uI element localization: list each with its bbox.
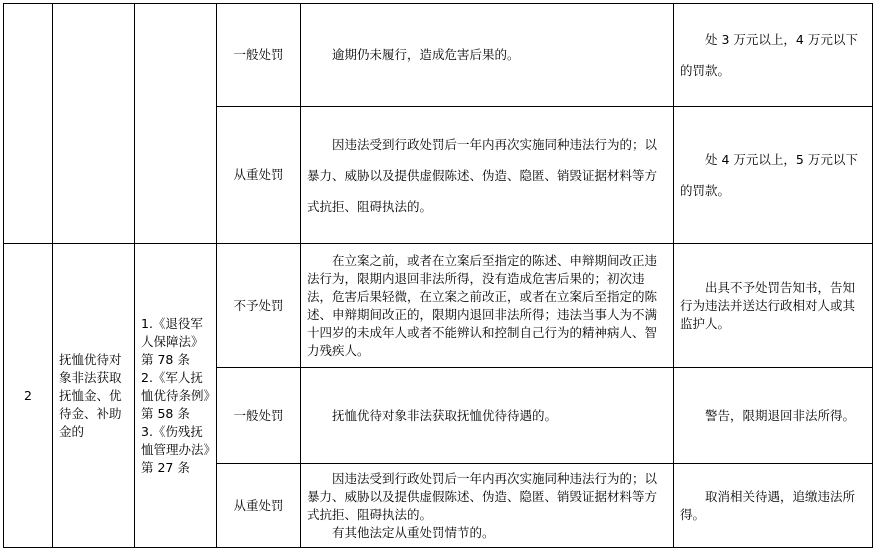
penalty-type-cell: 从重处罚 (217, 107, 301, 244)
penalty-result-cell (674, 4, 873, 107)
circumstance-text: 逾期仍未履行，造成危害后果的。 (332, 47, 520, 62)
penalty-standard-table (3, 3, 873, 548)
circumstance-text: 抚恤优待对象非法获取抚恤优待待遇的。 (332, 407, 558, 423)
circumstance-text-extra: 有其他法定从重处罚情节的。 (332, 524, 495, 540)
violation-name-cell (53, 4, 135, 244)
legal-basis-cell (135, 244, 217, 548)
legal-basis-item: 2.《军人抚恤优待条例》第 58 条 (141, 369, 210, 421)
penalty-result-cell (674, 244, 873, 368)
table-row (4, 244, 873, 368)
penalty-type-cell: 一般处罚 (217, 368, 301, 464)
penalty-result-text: 取消相关待遇，追缴违法所得。 (680, 488, 856, 522)
penalty-result-cell (674, 464, 873, 548)
legal-basis-cell (135, 4, 217, 244)
penalty-result-text: 出具不予处罚告知书，告知行为违法并送达行政相对人或其监护人。 (680, 279, 856, 331)
penalty-result-text: 处 4 万元以上，5 万元以下的罚款。 (680, 152, 858, 198)
circumstance-text: 因违法受到行政处罚后一年内再次实施同种违法行为的；以暴力、威胁以及提供虚假陈述、伪造、隐匿、销毁证据材料等方式抗拒、阻碍执法的。 (307, 136, 658, 214)
penalty-result-text: 处 3 万元以上，4 万元以下的罚款。 (680, 32, 858, 78)
circumstance-text: 因违法受到行政处罚后一年内再次实施同种违法行为的；以暴力、威胁以及提供虚假陈述、伪造、隐匿、销毁证据材料等方式抗拒、阻碍执法的。 (307, 470, 658, 522)
legal-basis-item: 3.《伤残抚恤管理办法》第 27 条 (141, 423, 210, 475)
table-row (4, 4, 873, 107)
legal-basis-item: 1.《退役军人保障法》第 78 条 (141, 315, 204, 367)
penalty-type-cell: 从重处罚 (217, 464, 301, 548)
circumstance-cell (301, 4, 674, 107)
circumstance-text: 在立案之前，或者在立案后至指定的陈述、申辩期间改正违法行为，限期内退回非法所得，没有造成危害后果的；初次违法，危害后果轻微，在立案之前改正，或者在立案后至指定的陈述、申辩期间改正的，限期内退回非法所得；违法当事人为不满十四岁的未成年人或者不能辨认和控制自己行为的精神病人、智力残疾人。 (307, 252, 658, 358)
violation-name-cell: 抚恤优待对象非法获取抚恤金、优待金、补助金的 (53, 244, 135, 548)
penalty-result-text: 警告，限期退回非法所得。 (705, 407, 856, 423)
circumstance-cell (301, 107, 674, 244)
circumstance-cell (301, 368, 674, 464)
circumstance-cell (301, 244, 674, 368)
penalty-type-cell: 不予处罚 (217, 244, 301, 368)
circumstance-cell (301, 464, 674, 548)
row-number-cell: 2 (4, 244, 53, 548)
penalty-result-cell (674, 107, 873, 244)
penalty-result-cell (674, 368, 873, 464)
row-number-cell (4, 4, 53, 244)
penalty-type-cell: 一般处罚 (217, 4, 301, 107)
